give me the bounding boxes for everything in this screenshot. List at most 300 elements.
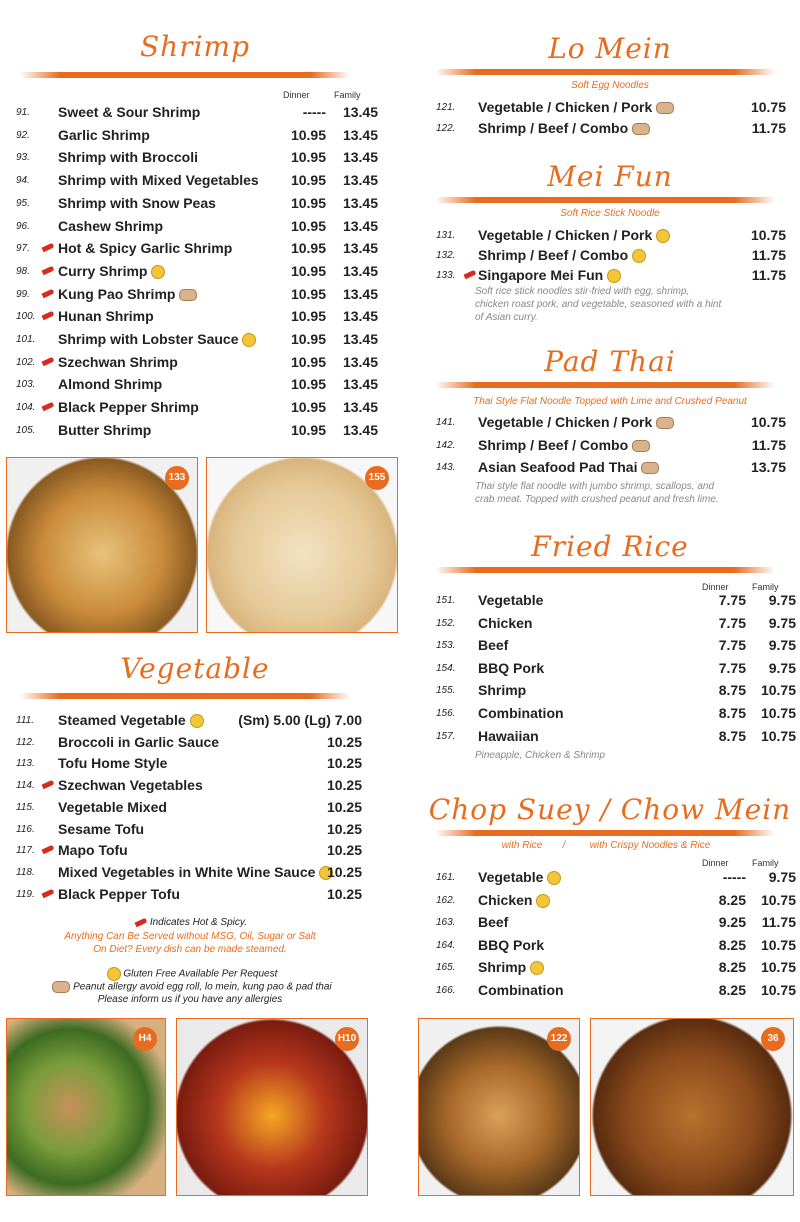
menu-item-row [16, 308, 378, 328]
lo-mein-title: Lo Mein [548, 32, 672, 65]
item-name-text: Shrimp [478, 959, 527, 975]
item-price: 10.75 [750, 414, 786, 430]
item-number: 98. [16, 265, 30, 277]
item-name [478, 592, 543, 608]
item-number: 161. [436, 872, 456, 883]
menu-item-row [16, 755, 366, 775]
item-name-text: Vegetable / Chicken / Pork [478, 227, 653, 243]
item-name-text: Szechwan Vegetables [58, 777, 203, 794]
item-price-family: 10.75 [760, 682, 796, 699]
menu-item-row [16, 886, 366, 906]
pad-thai-subtitle: Thai Style Flat Noodle Topped with Lime and Crushed Peanut [473, 396, 747, 407]
item-name [478, 914, 508, 930]
note-allergy: Please inform us if you have any allergies [97, 994, 283, 1005]
item-name [478, 247, 646, 263]
item-number: 162. [436, 894, 456, 906]
pad-thai-desc-1: Thai style flat noodle with jumbo shrimp, scallops, and [475, 481, 715, 492]
menu-item-row [436, 660, 796, 680]
item-price-dinner: 10.95 [290, 126, 326, 143]
item-name [478, 982, 564, 998]
vegetable-title-underline [20, 693, 350, 699]
item-price-dinner: 7.75 [718, 592, 746, 608]
menu-item-row [436, 227, 796, 247]
item-price: 10.25 [326, 842, 362, 859]
menu-item-row [16, 240, 378, 260]
shrimp-col-dinner: Dinner [283, 90, 310, 100]
menu-item-row [16, 285, 378, 306]
item-price-family: 13.45 [342, 126, 378, 143]
menu-item-row [16, 421, 378, 442]
item-name [58, 399, 199, 415]
gluten-free-icon [107, 967, 121, 981]
item-name [478, 227, 670, 243]
item-number: 105. [16, 424, 36, 436]
menu-item-row [436, 414, 796, 434]
photo-36 [590, 1018, 794, 1196]
item-number: 116. [16, 823, 35, 835]
item-name-text: Black Pepper Tofu [58, 885, 180, 902]
menu-item-row [16, 353, 378, 374]
menu-item-row [16, 799, 366, 819]
item-price-dinner: 10.95 [290, 399, 326, 416]
peanut-icon [52, 981, 70, 993]
item-name-text: Steamed Vegetable [58, 712, 186, 728]
menu-item-row [436, 437, 796, 457]
item-price-dinner: 10.95 [290, 353, 326, 370]
item-price: 10.25 [326, 798, 362, 815]
menu-item-row [16, 262, 378, 283]
item-number: 104. [16, 402, 36, 414]
item-number: 156. [436, 708, 456, 719]
note-msg-1: Anything Can Be Served without MSG, Oil, Sugar or Salt [64, 931, 316, 942]
mei-fun-desc-3: of Asian curry. [475, 312, 538, 323]
item-price-family: 13.45 [342, 331, 378, 347]
item-price-family: 9.75 [768, 592, 796, 608]
item-name-text: Hawaiian [478, 727, 539, 744]
menu-item-row [16, 149, 378, 169]
item-name-text: Beef [478, 637, 509, 654]
item-name-text: Almond Shrimp [58, 376, 163, 393]
item-price-dinner: ----- [722, 869, 746, 885]
peanut-icon [656, 417, 674, 429]
item-number: 152. [436, 617, 456, 629]
menu-item-row [436, 637, 796, 657]
item-name-text: Szechwan Shrimp [58, 353, 178, 370]
fried-rice-title: Fried Rice [531, 530, 689, 563]
item-name [478, 660, 544, 676]
item-price-dinner: 10.95 [290, 217, 326, 234]
photo-badge: H4 [133, 1027, 157, 1051]
item-name-text: Garlic Shrimp [58, 126, 150, 143]
item-number: 131. [436, 230, 456, 241]
item-name [58, 821, 144, 837]
item-price: 10.75 [750, 99, 786, 115]
item-price: 10.25 [326, 755, 362, 772]
photo-shrimp-fried-rice [206, 457, 398, 633]
item-name [478, 99, 674, 115]
item-name-text: Shrimp [478, 682, 527, 699]
item-number: 142. [436, 439, 456, 451]
menu-item-row [436, 959, 796, 979]
item-name [58, 734, 219, 750]
menu-item-row [16, 376, 378, 396]
menu-item-row [16, 712, 366, 732]
mei-fun-underline [435, 197, 775, 203]
menu-item-row [436, 682, 796, 702]
item-name [478, 615, 532, 631]
item-number: 163. [436, 917, 456, 928]
item-name-text: Cashew Shrimp [58, 217, 164, 234]
item-name-text: Singapore Mei Fun [478, 267, 604, 283]
item-price-family: 13.45 [342, 421, 378, 438]
item-name-text: Hot & Spicy Garlic Shrimp [58, 240, 233, 257]
item-price-family: 11.75 [761, 914, 796, 930]
photo-badge: 36 [761, 1027, 785, 1051]
item-price-dinner: 10.95 [290, 308, 326, 325]
menu-item-row [16, 399, 378, 419]
item-number: 133. [436, 270, 456, 281]
item-price: 11.75 [751, 247, 786, 263]
item-name [58, 149, 198, 165]
item-name-text: Combination [478, 981, 564, 998]
menu-item-row [436, 869, 796, 889]
pad-thai-title: Pad Thai [544, 345, 676, 378]
item-price: 13.75 [750, 459, 786, 475]
item-name [58, 308, 154, 324]
menu-item-row [436, 267, 796, 287]
item-price-family: 10.75 [760, 936, 796, 953]
item-number: 93. [16, 152, 30, 164]
item-price-dinner: 8.25 [718, 959, 746, 975]
item-name [478, 937, 544, 953]
item-name [58, 104, 200, 120]
item-number: 101. [16, 334, 36, 345]
item-name [58, 127, 150, 143]
menu-item-row [16, 734, 366, 754]
item-price: 10.25 [326, 863, 362, 880]
gluten-free-icon [190, 714, 204, 728]
note-spicy [0, 917, 380, 928]
item-price-dinner: 7.75 [718, 614, 746, 631]
menu-item-row [436, 728, 796, 748]
item-price-dinner: 8.25 [718, 936, 746, 953]
item-name-text: Sesame Tofu [58, 820, 145, 837]
item-name [58, 354, 178, 370]
lo-mein-underline [435, 69, 775, 75]
item-name-text: Beef [478, 914, 509, 930]
menu-item-row [436, 705, 796, 725]
item-number: 157. [436, 730, 456, 742]
gluten-free-icon [547, 871, 561, 885]
note-gluten-free [0, 967, 380, 981]
item-name-text: Combination [478, 705, 564, 721]
item-name-text: Vegetable [478, 592, 544, 608]
item-name [478, 682, 526, 698]
menu-item-row [16, 821, 366, 841]
item-name-text: BBQ Pork [478, 936, 545, 953]
menu-item-row [436, 892, 796, 912]
note-gf-text: Gluten Free Available Per Request [123, 968, 278, 980]
item-name-text: Curry Shrimp [58, 262, 148, 279]
item-price: 11.75 [751, 267, 786, 283]
item-price: 11.75 [751, 119, 786, 136]
menu-item-row [16, 126, 378, 147]
item-number: 96. [16, 220, 30, 232]
item-price-dinner: 10.95 [290, 262, 326, 279]
item-name-text: Shrimp with Lobster Sauce [58, 331, 239, 347]
item-price-family: 10.75 [760, 981, 796, 998]
item-price-dinner: ----- [302, 104, 326, 120]
fried-rice-desc: Pineapple, Chicken & Shrimp [475, 750, 606, 761]
gluten-free-icon [607, 269, 621, 283]
item-name-text: Hunan Shrimp [58, 308, 154, 325]
item-number: 91. [16, 107, 30, 118]
mei-fun-title: Mei Fun [547, 160, 673, 193]
item-price-family: 10.75 [760, 727, 796, 744]
item-number: 117. [16, 845, 35, 857]
item-name [58, 172, 259, 188]
item-name-text: Sweet & Sour Shrimp [58, 104, 201, 120]
item-name [478, 959, 544, 975]
item-number: 114. [16, 780, 35, 792]
item-price-family: 13.45 [342, 308, 378, 325]
item-name [478, 267, 621, 283]
item-name [58, 422, 151, 438]
item-number: 103. [16, 379, 36, 391]
menu-item-row [16, 777, 366, 797]
item-number: 111. [16, 715, 34, 726]
item-name-text: Butter Shrimp [58, 421, 152, 438]
item-name-text: Vegetable / Chicken / Pork [478, 99, 653, 115]
item-number: 119. [16, 888, 35, 900]
item-price-dinner: 10.95 [290, 376, 326, 393]
item-price-dinner: 7.75 [718, 637, 746, 654]
item-price-family: 13.45 [342, 217, 378, 234]
menu-item-row [436, 592, 796, 612]
item-number: 102. [16, 356, 36, 368]
item-number: 141. [436, 417, 456, 428]
photo-h4 [6, 1018, 166, 1196]
shrimp-title-underline [20, 72, 350, 78]
item-price-dinner: 7.75 [718, 659, 746, 676]
item-price-family: 10.75 [760, 891, 796, 908]
fried-rice-col-dinner: Dinner [702, 582, 729, 592]
item-number: 164. [436, 939, 456, 951]
item-number: 95. [16, 197, 30, 209]
item-number: 94. [16, 175, 30, 187]
menu-item-row [436, 120, 796, 140]
item-name [478, 705, 564, 721]
peanut-icon [641, 462, 659, 474]
item-number: 154. [436, 662, 456, 674]
menu-item-row [436, 982, 796, 1002]
item-name-text: Vegetable / Chicken / Pork [478, 414, 653, 430]
photo-h10 [176, 1018, 368, 1196]
item-price-dinner: 10.95 [290, 240, 326, 257]
item-price-family: 10.75 [760, 959, 796, 975]
item-name [58, 218, 163, 234]
item-price: 10.25 [326, 885, 362, 902]
chop-suey-col-dinner: Dinner [702, 858, 729, 868]
chop-suey-underline [435, 830, 775, 836]
item-price-family: 13.45 [342, 353, 378, 370]
item-name-text: Tofu Home Style [58, 755, 168, 772]
fried-rice-col-family: Family [752, 582, 779, 592]
item-name [58, 712, 204, 728]
gluten-free-icon [656, 229, 670, 243]
item-number: 100. [16, 311, 36, 323]
item-price-family: 13.45 [342, 240, 378, 257]
item-price-dinner: 10.95 [290, 421, 326, 438]
item-name-text: Kung Pao Shrimp [58, 285, 176, 302]
item-number: 143. [436, 462, 456, 473]
shrimp-title: Shrimp [139, 30, 251, 63]
item-name [58, 886, 180, 902]
item-name-text: Shrimp / Beef / Combo [478, 119, 629, 136]
lo-mein-subtitle: Soft Egg Noodles [571, 80, 649, 91]
item-number: 153. [436, 640, 456, 652]
photo-badge: 155 [365, 466, 389, 490]
item-name [58, 777, 203, 793]
item-price-family: 13.45 [342, 285, 378, 302]
item-name-text: BBQ Pork [478, 659, 545, 676]
chop-suey-sub-left: with Rice [501, 840, 543, 851]
item-number: 151. [436, 595, 456, 606]
item-name-text: Mapo Tofu [58, 842, 128, 859]
item-number: 113. [16, 758, 35, 770]
chop-suey-sub-sep: / [562, 840, 566, 851]
item-price: 10.25 [326, 733, 362, 750]
item-name-text: Chicken [478, 614, 533, 631]
item-number: 155. [436, 685, 456, 697]
item-name [58, 376, 162, 392]
item-name [58, 286, 197, 302]
item-name [478, 120, 650, 136]
gluten-free-icon [242, 333, 256, 347]
chop-suey-title: Chop Suey / Chow Mein [428, 793, 792, 826]
item-price-family: 9.75 [768, 614, 796, 631]
item-price-family: 9.75 [768, 659, 796, 676]
chop-suey-sub-right: with Crispy Noodles & Rice [589, 840, 711, 851]
item-name [478, 459, 659, 475]
item-price: 11.75 [751, 436, 786, 453]
menu-item-row [16, 331, 378, 351]
item-name [478, 892, 550, 908]
item-number: 99. [16, 288, 30, 300]
item-price-dinner: 10.95 [290, 149, 326, 166]
peanut-icon [632, 123, 650, 135]
shrimp-col-family: Family [334, 90, 361, 100]
item-name-text: Shrimp / Beef / Combo [478, 436, 629, 453]
menu-item-row [16, 842, 366, 862]
photo-singapore-mei-fun [6, 457, 198, 633]
item-name [58, 263, 165, 279]
item-number: 132. [436, 250, 456, 261]
menu-item-row [436, 99, 796, 119]
item-name-text: Shrimp / Beef / Combo [478, 247, 629, 263]
item-price-family: 10.75 [760, 705, 796, 721]
item-price: 10.25 [326, 777, 362, 794]
gluten-free-icon [151, 265, 165, 279]
chop-suey-col-family: Family [752, 858, 779, 868]
peanut-icon [632, 440, 650, 452]
photo-122 [418, 1018, 580, 1196]
item-name-text: Vegetable Mixed [58, 798, 167, 815]
mei-fun-desc-1: Soft rice stick noodles stir-fried with egg, shrimp, [475, 286, 690, 297]
item-name-text: Broccoli in Garlic Sauce [58, 733, 220, 750]
gluten-free-icon [530, 961, 544, 975]
item-name [58, 240, 232, 256]
item-number: 166. [436, 984, 456, 996]
item-price-family: 13.45 [342, 262, 378, 279]
item-price: 10.75 [750, 227, 786, 243]
item-name-text: Chicken [478, 891, 533, 908]
item-number: 121. [436, 102, 456, 113]
item-price-dinner: 8.75 [718, 682, 746, 699]
note-msg-2: On Diet? Every dish can be made steamed. [93, 944, 287, 955]
gluten-free-icon [536, 894, 550, 908]
item-price-family: 13.45 [342, 172, 378, 189]
item-number: 112. [16, 736, 35, 748]
note-peanut-text: Peanut allergy avoid egg roll, lo mein, kung pao & pad thai [73, 981, 332, 993]
photo-badge: 133 [165, 466, 189, 490]
mei-fun-subtitle: Soft Rice Stick Noodle [560, 208, 660, 219]
menu-item-row [436, 459, 796, 479]
menu-item-row [16, 864, 366, 884]
fried-rice-underline [435, 567, 775, 573]
item-number: 165. [436, 962, 456, 973]
pad-thai-desc-2: crab meat. Topped with crushed peanut and fresh lime. [475, 494, 719, 505]
item-name [478, 637, 508, 653]
item-name [478, 869, 561, 885]
item-name-text: Asian Seafood Pad Thai [478, 459, 638, 475]
item-name-text: Shrimp with Snow Peas [58, 194, 216, 211]
item-name [58, 799, 167, 815]
photo-badge: H10 [335, 1027, 359, 1051]
item-name [478, 414, 674, 430]
menu-item-row [436, 247, 796, 267]
item-price: (Sm) 5.00 (Lg) 7.00 [238, 712, 362, 728]
item-price-family: 13.45 [342, 376, 378, 393]
item-price-dinner: 10.95 [290, 331, 326, 347]
item-price-dinner: 10.95 [290, 172, 326, 189]
item-name [478, 437, 650, 453]
gluten-free-icon [632, 249, 646, 263]
peanut-icon [179, 289, 197, 301]
note-peanut [0, 981, 380, 993]
item-name-text: Shrimp with Broccoli [58, 149, 199, 166]
item-name [58, 755, 167, 771]
item-price-family: 13.45 [342, 399, 378, 416]
item-price-dinner: 8.75 [718, 705, 746, 721]
item-name [58, 842, 128, 858]
menu-item-row [436, 914, 796, 934]
item-price-family: 13.45 [342, 149, 378, 166]
menu-item-row [16, 104, 378, 124]
item-name [58, 195, 216, 211]
item-name-text: Black Pepper Shrimp [58, 399, 199, 416]
item-price-dinner: 8.25 [718, 891, 746, 908]
item-price-dinner: 10.95 [290, 285, 326, 302]
item-name [58, 331, 256, 347]
vegetable-title: Vegetable [120, 652, 270, 685]
menu-item-row [16, 194, 378, 215]
item-number: 115. [16, 801, 35, 813]
item-price: 10.25 [326, 820, 362, 837]
item-name-text: Mixed Vegetables in White Wine Sauce [58, 863, 316, 880]
menu-item-row [16, 172, 378, 192]
item-name-text: Vegetable [478, 869, 544, 885]
